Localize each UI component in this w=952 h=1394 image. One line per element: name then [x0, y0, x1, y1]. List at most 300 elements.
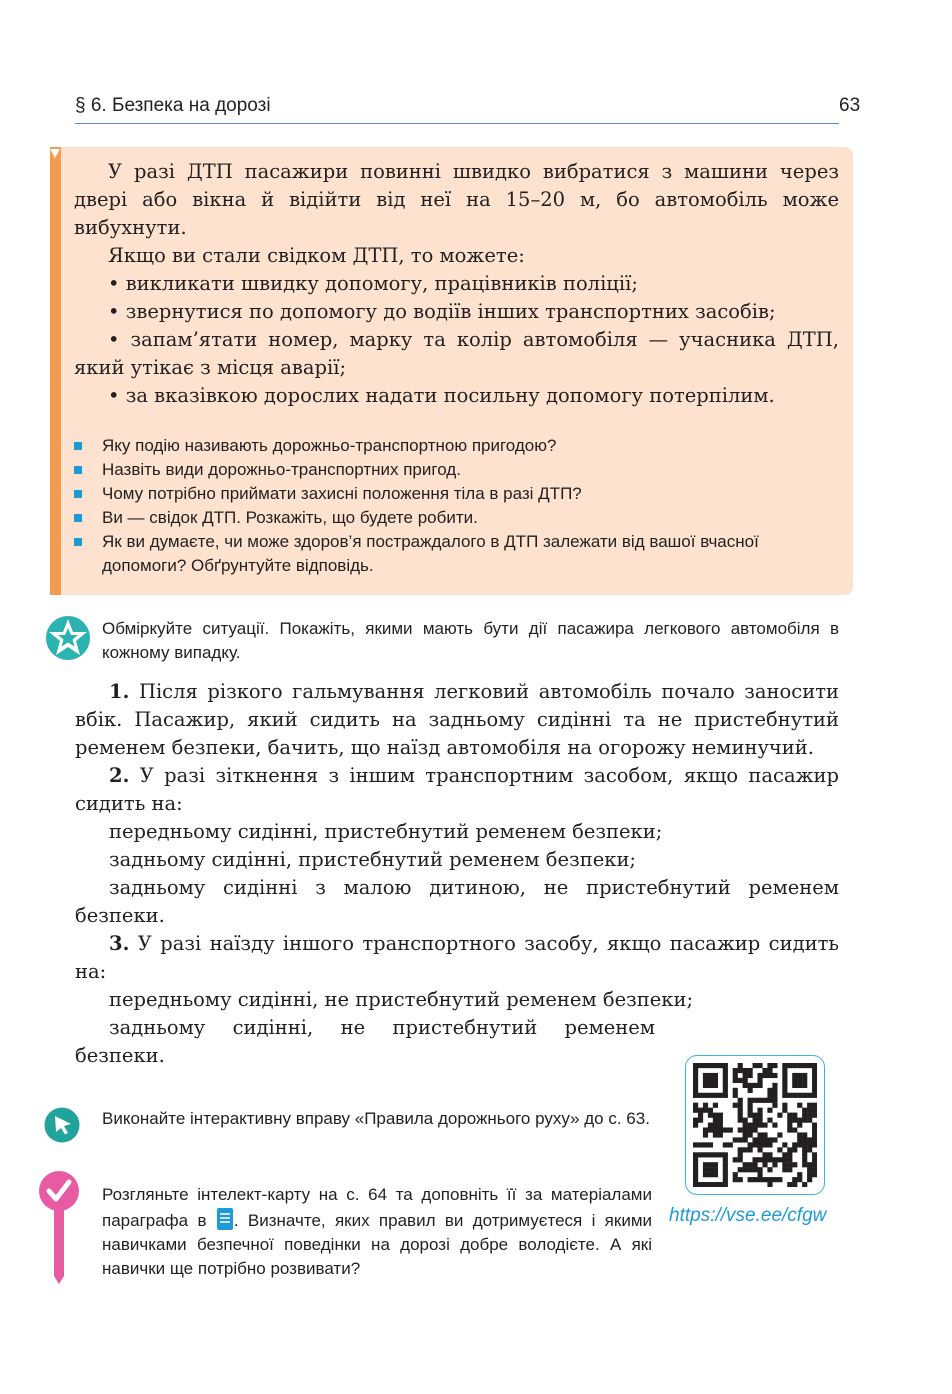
qr-module [772, 1137, 777, 1142]
qr-module [802, 1083, 807, 1088]
qr-module [718, 1063, 723, 1068]
qr-code-frame[interactable] [685, 1055, 825, 1195]
qr-module [812, 1162, 817, 1167]
qr-module [757, 1157, 762, 1162]
section-title: § 6. Безпека на дорозі [75, 95, 271, 116]
triangle-marker-icon [50, 149, 60, 158]
qr-module [812, 1113, 817, 1118]
qr-module [782, 1073, 787, 1078]
qr-module [782, 1108, 787, 1113]
qr-module [767, 1137, 772, 1142]
qr-module [792, 1073, 797, 1078]
qr-module [767, 1142, 772, 1147]
qr-module [802, 1132, 807, 1137]
qr-module [753, 1098, 758, 1103]
qr-module [713, 1063, 718, 1068]
situation-option: передньому сидінні, пристебнутий ременем безпеки; [109, 820, 663, 843]
qr-module [787, 1113, 792, 1118]
qr-module [802, 1157, 807, 1162]
qr-module [802, 1118, 807, 1123]
qr-module [748, 1068, 753, 1073]
qr-code-icon [693, 1063, 817, 1187]
qr-module [713, 1123, 718, 1128]
qr-module [762, 1132, 767, 1137]
blue-square-icon [74, 514, 82, 522]
qr-module [757, 1073, 762, 1078]
qr-module [733, 1103, 738, 1108]
qr-module [787, 1162, 792, 1167]
qr-module [802, 1147, 807, 1152]
qr-module [743, 1167, 748, 1172]
qr-module [708, 1162, 713, 1167]
qr-module [782, 1162, 787, 1167]
qr-module [748, 1098, 753, 1103]
qr-module [753, 1137, 758, 1142]
qr-module [743, 1127, 748, 1132]
qr-module [812, 1068, 817, 1073]
qr-module [738, 1078, 743, 1083]
qr-module [762, 1142, 767, 1147]
blue-square-icon [74, 538, 82, 546]
qr-module [748, 1132, 753, 1137]
qr-module [802, 1078, 807, 1083]
qr-module [738, 1177, 743, 1182]
qr-module [753, 1162, 758, 1167]
qr-module [792, 1162, 797, 1167]
qr-module [812, 1127, 817, 1132]
qr-module [708, 1127, 713, 1132]
qr-module [753, 1123, 758, 1128]
qr-module [708, 1078, 713, 1083]
notebook-icon [216, 1207, 234, 1231]
qr-module [767, 1182, 772, 1187]
qr-module [703, 1063, 708, 1068]
qr-module [718, 1113, 723, 1118]
qr-module [738, 1098, 743, 1103]
info-paragraph: Якщо ви стали свідком ДТП, то можете: [108, 244, 525, 267]
qr-module [802, 1182, 807, 1187]
qr-module [723, 1063, 728, 1068]
question-item: Як ви думаєте, чи може здоров’я постраждалого в ДТП залежати від вашої вчасної допомоги? Обґрунтуйте відповідь. [74, 530, 839, 578]
qr-module [797, 1073, 802, 1078]
situation-option: задньому сидінні з малою дитиною, не пристебнутий ременем безпеки. [75, 876, 839, 927]
qr-module [693, 1157, 698, 1162]
qr-module [703, 1103, 708, 1108]
qr-module [797, 1063, 802, 1068]
qr-module [703, 1093, 708, 1098]
qr-module [738, 1113, 743, 1118]
qr-module [792, 1147, 797, 1152]
qr-module [723, 1162, 728, 1167]
situation-1: 1. Після різкого гальмування легковий автомобіль почало заносити вбік. Пасажир, який сидить на задньому сидінні та не пристебнутий ременем безпеки, бачить, що наїзд автомобіля на огорожу неминучий. [75, 680, 839, 759]
qr-module [708, 1073, 713, 1078]
page-number: 63 [839, 95, 861, 116]
qr-module [698, 1182, 703, 1187]
qr-module [708, 1063, 713, 1068]
question-item: Яку подію називають дорожньо-транспортною пригодою? [74, 434, 839, 458]
qr-module [723, 1088, 728, 1093]
qr-module [733, 1088, 738, 1093]
info-text [74, 158, 839, 410]
qr-module [757, 1078, 762, 1083]
qr-module [703, 1073, 708, 1078]
qr-module [772, 1083, 777, 1088]
qr-module [698, 1093, 703, 1098]
qr-link[interactable]: https://vse.ee/cfgw [669, 1205, 827, 1226]
qr-module [797, 1078, 802, 1083]
qr-module [787, 1118, 792, 1123]
qr-module [767, 1177, 772, 1182]
qr-module [738, 1127, 743, 1132]
qr-module [753, 1167, 758, 1172]
qr-module [693, 1093, 698, 1098]
qr-module [797, 1177, 802, 1182]
qr-module [767, 1063, 772, 1068]
qr-module [812, 1073, 817, 1078]
qr-module [718, 1127, 723, 1132]
qr-module [723, 1167, 728, 1172]
qr-module [757, 1147, 762, 1152]
qr-module [777, 1177, 782, 1182]
qr-module [748, 1083, 753, 1088]
qr-module [698, 1142, 703, 1147]
qr-module [743, 1068, 748, 1073]
qr-module [708, 1152, 713, 1157]
qr-module [812, 1167, 817, 1172]
qr-module [812, 1137, 817, 1142]
qr-module [807, 1103, 812, 1108]
qr-module [757, 1098, 762, 1103]
qr-module [762, 1177, 767, 1182]
qr-module [718, 1182, 723, 1187]
qr-module [748, 1113, 753, 1118]
qr-module [723, 1078, 728, 1083]
qr-module [802, 1142, 807, 1147]
qr-module [703, 1078, 708, 1083]
qr-module [708, 1142, 713, 1147]
qr-module [748, 1142, 753, 1147]
qr-module [703, 1108, 708, 1113]
qr-module [787, 1157, 792, 1162]
interactive-task: Виконайте інтерактивну вправу «Правила дорожнього руху» до с. 63. [102, 1109, 650, 1128]
qr-module [797, 1123, 802, 1128]
qr-module [738, 1147, 743, 1152]
qr-module [738, 1152, 743, 1157]
situation-3: 3. У разі наїзду іншого транспортного засобу, якщо пасажир сидить на: [75, 932, 839, 983]
qr-module [757, 1083, 762, 1088]
qr-module [797, 1132, 802, 1137]
qr-module [693, 1103, 698, 1108]
qr-module [782, 1063, 787, 1068]
qr-module [693, 1167, 698, 1172]
qr-module [772, 1063, 777, 1068]
qr-module [812, 1123, 817, 1128]
qr-module [713, 1152, 718, 1157]
blue-square-icon [74, 442, 82, 450]
qr-module [782, 1068, 787, 1073]
mindmap-task: Розгляньте інтелект-карту на с. 64 та доповніть її за матеріалами параграфа в . Визначте, яких правил ви дотримуєтеся і якими навичками безпечної поведінки на дорозі добре володієте. А які навички ще потрібно розвивати? [102, 1185, 653, 1278]
qr-module [812, 1103, 817, 1108]
qr-module [797, 1137, 802, 1142]
qr-module [693, 1152, 698, 1157]
qr-module [797, 1142, 802, 1147]
situation-option: задньому сидінні, пристебнутий ременем безпеки; [109, 848, 637, 871]
qr-module [713, 1078, 718, 1083]
qr-module [772, 1103, 777, 1108]
question-item: Назвіть види дорожньо-транспортних пригод. [74, 458, 839, 482]
qr-module [777, 1157, 782, 1162]
qr-module [792, 1093, 797, 1098]
qr-module [757, 1167, 762, 1172]
qr-module [743, 1162, 748, 1167]
situation-2: 2. У разі зіткнення з іншим транспортним засобом, якщо пасажир сидить на: [75, 764, 839, 815]
qr-module [812, 1132, 817, 1137]
qr-module [708, 1113, 713, 1118]
qr-module [723, 1157, 728, 1162]
qr-module [782, 1152, 787, 1157]
qr-module [723, 1152, 728, 1157]
blue-square-icon [74, 490, 82, 498]
page-header [75, 95, 839, 124]
qr-module [718, 1152, 723, 1157]
qr-module [708, 1182, 713, 1187]
qr-module [693, 1063, 698, 1068]
qr-module [708, 1172, 713, 1177]
qr-module [723, 1093, 728, 1098]
qr-module [777, 1113, 782, 1118]
qr-module [753, 1118, 758, 1123]
qr-module [807, 1063, 812, 1068]
qr-module [703, 1152, 708, 1157]
question-list [74, 434, 839, 578]
qr-module [757, 1172, 762, 1177]
qr-module [748, 1162, 753, 1167]
situation-option: задньому сидінні, не пристебнутий ременем безпеки. [75, 1016, 655, 1067]
qr-module [787, 1167, 792, 1172]
star-icon [45, 615, 91, 661]
qr-module [743, 1083, 748, 1088]
qr-module [757, 1132, 762, 1137]
qr-module [807, 1108, 812, 1113]
qr-module [693, 1162, 698, 1167]
situations [75, 678, 839, 1070]
qr-module [733, 1177, 738, 1182]
qr-module [728, 1142, 733, 1147]
qr-module [723, 1182, 728, 1187]
qr-module [767, 1157, 772, 1162]
qr-module [807, 1162, 812, 1167]
qr-module [693, 1068, 698, 1073]
qr-module [797, 1118, 802, 1123]
qr-module [812, 1157, 817, 1162]
qr-module [782, 1157, 787, 1162]
qr-module [743, 1137, 748, 1142]
qr-module [797, 1172, 802, 1177]
qr-module [782, 1142, 787, 1147]
qr-module [693, 1078, 698, 1083]
qr-module [762, 1152, 767, 1157]
qr-module [713, 1113, 718, 1118]
qr-module [743, 1123, 748, 1128]
qr-module [713, 1172, 718, 1177]
qr-module [792, 1113, 797, 1118]
qr-module [703, 1132, 708, 1137]
qr-module [797, 1093, 802, 1098]
info-bullet: • викликати швидку допомогу, працівників поліції; [108, 272, 638, 295]
qr-module [708, 1083, 713, 1088]
qr-module [698, 1108, 703, 1113]
qr-module [753, 1157, 758, 1162]
qr-module [738, 1118, 743, 1123]
qr-module [802, 1108, 807, 1113]
qr-module [807, 1147, 812, 1152]
qr-module [792, 1078, 797, 1083]
qr-module [718, 1118, 723, 1123]
qr-module [812, 1078, 817, 1083]
qr-module [812, 1093, 817, 1098]
qr-module [733, 1068, 738, 1073]
qr-module [753, 1113, 758, 1118]
qr-module [807, 1167, 812, 1172]
qr-module [772, 1177, 777, 1182]
qr-module [738, 1137, 743, 1142]
qr-module [723, 1177, 728, 1182]
qr-module [807, 1172, 812, 1177]
qr-module [802, 1073, 807, 1078]
question-item: Чому потрібно приймати захисні положення тіла в разі ДТП? [74, 482, 839, 506]
qr-module [693, 1118, 698, 1123]
qr-module [762, 1098, 767, 1103]
qr-module [713, 1167, 718, 1172]
qr-module [757, 1177, 762, 1182]
info-bullet: • звернутися по допомогу до водіїв інших транспортних засобів; [108, 300, 776, 323]
qr-module [743, 1078, 748, 1083]
qr-module [767, 1088, 772, 1093]
qr-module [738, 1167, 743, 1172]
qr-module [772, 1162, 777, 1167]
qr-module [698, 1063, 703, 1068]
qr-module [802, 1152, 807, 1157]
qr-module [713, 1103, 718, 1108]
qr-module [693, 1123, 698, 1128]
checkmark-pin-icon [38, 1170, 80, 1286]
qr-module [812, 1172, 817, 1177]
qr-module [703, 1127, 708, 1132]
qr-module [743, 1073, 748, 1078]
qr-module [777, 1132, 782, 1137]
qr-module [812, 1088, 817, 1093]
qr-module [713, 1083, 718, 1088]
qr-module [733, 1093, 738, 1098]
qr-module [708, 1123, 713, 1128]
qr-module [748, 1108, 753, 1113]
qr-module [693, 1182, 698, 1187]
qr-module [792, 1063, 797, 1068]
qr-module [713, 1093, 718, 1098]
qr-module [753, 1063, 758, 1068]
qr-module [708, 1167, 713, 1172]
qr-module [713, 1162, 718, 1167]
qr-module [708, 1108, 713, 1113]
qr-module [787, 1127, 792, 1132]
qr-module [703, 1167, 708, 1172]
qr-module [797, 1103, 802, 1108]
qr-module [718, 1123, 723, 1128]
qr-module [782, 1167, 787, 1172]
qr-module [713, 1132, 718, 1137]
qr-module [797, 1083, 802, 1088]
qr-module [743, 1132, 748, 1137]
qr-module [782, 1088, 787, 1093]
info-bullet: • за вказівкою дорослих надати посильну допомогу потерпілим. [108, 384, 775, 407]
qr-module [762, 1162, 767, 1167]
qr-module [733, 1172, 738, 1177]
qr-module [693, 1108, 698, 1113]
qr-module [792, 1142, 797, 1147]
qr-module [762, 1137, 767, 1142]
qr-module [772, 1088, 777, 1093]
qr-module [693, 1142, 698, 1147]
qr-module [693, 1088, 698, 1093]
qr-module [807, 1118, 812, 1123]
qr-module [713, 1118, 718, 1123]
qr-module [723, 1127, 728, 1132]
qr-module [767, 1152, 772, 1157]
qr-module [713, 1073, 718, 1078]
qr-module [767, 1167, 772, 1172]
qr-module [713, 1127, 718, 1132]
qr-module [767, 1118, 772, 1123]
qr-module [753, 1083, 758, 1088]
qr-module [792, 1177, 797, 1182]
qr-module [782, 1083, 787, 1088]
qr-module [812, 1083, 817, 1088]
qr-module [807, 1093, 812, 1098]
task-intro: Обміркуйте ситуації. Покажіть, якими мають бути дії пасажира легкового автомобіля в кожному випадку. [102, 619, 839, 662]
qr-module [748, 1167, 753, 1172]
qr-module [802, 1113, 807, 1118]
qr-module [748, 1088, 753, 1093]
qr-module [772, 1157, 777, 1162]
qr-module [812, 1142, 817, 1147]
qr-module [762, 1068, 767, 1073]
qr-module [782, 1078, 787, 1083]
qr-module [723, 1083, 728, 1088]
qr-module [802, 1137, 807, 1142]
qr-module [753, 1127, 758, 1132]
qr-module [738, 1157, 743, 1162]
qr-module [738, 1108, 743, 1113]
qr-module [767, 1108, 772, 1113]
qr-module [812, 1152, 817, 1157]
qr-module [792, 1182, 797, 1187]
qr-module [738, 1103, 743, 1108]
qr-module [698, 1113, 703, 1118]
qr-module [792, 1127, 797, 1132]
qr-module [748, 1073, 753, 1078]
qr-module [748, 1127, 753, 1132]
qr-module [757, 1137, 762, 1142]
qr-module [767, 1093, 772, 1098]
qr-module [693, 1172, 698, 1177]
qr-module [762, 1157, 767, 1162]
qr-module [772, 1093, 777, 1098]
qr-module [757, 1108, 762, 1113]
cursor-icon [44, 1107, 80, 1143]
qr-module [743, 1147, 748, 1152]
qr-module [812, 1108, 817, 1113]
info-paragraph: У разі ДТП пасажири повинні швидко вибратися з машини через двері або вікна й відійти від неї на 15–20 м, бо автомобіль може вибухнути. [74, 160, 839, 239]
